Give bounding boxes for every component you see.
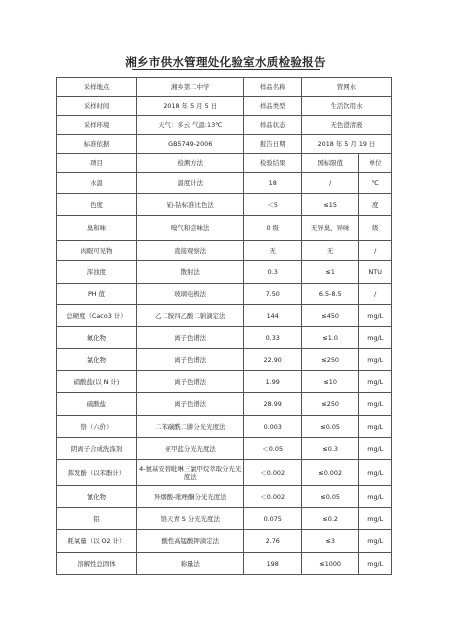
result-cell: ＜0.002	[244, 460, 301, 486]
info-label: 采样地点	[57, 78, 137, 97]
limit-cell: ≤450	[301, 305, 358, 327]
limit-cell: ≤1000	[301, 553, 358, 575]
unit-cell: mg/L	[359, 486, 392, 508]
limit-cell: ≤1.0	[301, 327, 358, 349]
result-cell: 144	[244, 305, 301, 327]
column-header: 国标限值	[301, 154, 358, 173]
info-label: 样品状态	[244, 116, 301, 135]
limit-cell: ≤0.3	[301, 438, 358, 460]
column-header: 检测方法	[136, 154, 243, 173]
info-row	[57, 78, 392, 97]
method-cell: 铬天青 S 分光光度法	[136, 508, 243, 530]
limit-cell: ≤0.002	[301, 460, 358, 486]
unit-cell: /	[359, 241, 392, 261]
info-row	[57, 97, 392, 116]
result-cell: 28.99	[244, 393, 301, 416]
method-cell: 直接观察法	[136, 241, 243, 261]
item-cell: 硫酸盐	[57, 393, 137, 416]
method-cell: 铂-钴标准比色法	[136, 194, 243, 216]
table-row	[57, 284, 392, 305]
table-row	[57, 553, 392, 575]
method-cell: 离子色谱法	[136, 393, 243, 416]
unit-cell: NTU	[359, 261, 392, 284]
table-row	[57, 438, 392, 460]
info-value: 2018 年 5 月 5 日	[136, 97, 243, 116]
info-label: 样品名称	[244, 78, 301, 97]
unit-cell: mg/L	[359, 508, 392, 530]
info-value: 管网水	[301, 78, 391, 97]
method-cell: 酸性高锰酸钾滴定法	[136, 530, 243, 553]
result-cell: 0.33	[244, 327, 301, 349]
table-row	[57, 173, 392, 194]
method-cell: 乙二胺四乙酸二钠滴定法	[136, 305, 243, 327]
info-value: 湘乡第二中学	[136, 78, 243, 97]
limit-cell: ≤250	[301, 349, 358, 371]
limit-cell: ≤3	[301, 530, 358, 553]
method-cell: 离子色谱法	[136, 327, 243, 349]
result-cell: ＜5	[244, 194, 301, 216]
result-cell: 0 级	[244, 216, 301, 241]
column-header: 项目	[57, 154, 137, 173]
result-cell: 1.99	[244, 371, 301, 393]
limit-cell: ≤0.05	[301, 486, 358, 508]
method-cell: 玻璃电极法	[136, 284, 243, 305]
item-cell: 铝	[57, 508, 137, 530]
info-value: 生活饮用水	[301, 97, 391, 116]
result-cell: 0.075	[244, 508, 301, 530]
table-row	[57, 530, 392, 553]
method-cell: 二苯碳酰二肼分光光度法	[136, 416, 243, 438]
table-row	[57, 327, 392, 349]
result-cell: ＜0.05	[244, 438, 301, 460]
unit-cell: mg/L	[359, 393, 392, 416]
table-row	[57, 216, 392, 241]
info-row	[57, 116, 392, 135]
method-cell: 嗅气和尝味法	[136, 216, 243, 241]
info-value: 天气：多云 气温:13℃	[136, 116, 243, 135]
unit-cell: mg/L	[359, 349, 392, 371]
result-cell: 198	[244, 553, 301, 575]
item-cell: 溶解性总固体	[57, 553, 137, 575]
result-cell: 7.50	[244, 284, 301, 305]
table-row	[57, 261, 392, 284]
item-cell: 臭和味	[57, 216, 137, 241]
item-cell: 水温	[57, 173, 137, 194]
limit-cell: ≤1	[301, 261, 358, 284]
unit-cell: 度	[359, 194, 392, 216]
report-title: 湘乡市供水管理处化验室水质检验报告	[125, 55, 326, 69]
info-label: 报告日期	[244, 135, 301, 154]
limit-cell: 6.5-8.5	[301, 284, 358, 305]
unit-cell: mg/L	[359, 327, 392, 349]
method-cell: 散射法	[136, 261, 243, 284]
result-cell: 0.003	[244, 416, 301, 438]
method-cell: 称量法	[136, 553, 243, 575]
item-cell: 肉眼可见物	[57, 241, 137, 261]
item-cell: 氯化物	[57, 349, 137, 371]
method-cell: 异烟酸-吡唑酮分光光度法	[136, 486, 243, 508]
table-row	[57, 460, 392, 486]
unit-cell: mg/L	[359, 553, 392, 575]
method-cell: 离子色谱法	[136, 349, 243, 371]
table-row	[57, 371, 392, 393]
result-cell: 2.76	[244, 530, 301, 553]
table-row	[57, 241, 392, 261]
table-row	[57, 486, 392, 508]
column-header: 检验结果	[244, 154, 301, 173]
item-cell: 氰化物	[57, 486, 137, 508]
item-cell: 耗氧量（以 O2 计）	[57, 530, 137, 553]
title-underline	[132, 69, 320, 70]
item-cell: PH 值	[57, 284, 137, 305]
unit-cell: mg/L	[359, 371, 392, 393]
item-cell: 色度	[57, 194, 137, 216]
method-cell: 离子色谱法	[136, 371, 243, 393]
limit-cell: /	[301, 173, 358, 194]
method-cell: 温度计法	[136, 173, 243, 194]
report-table	[56, 77, 392, 575]
result-cell: 无	[244, 241, 301, 261]
limit-cell: ≤0.2	[301, 508, 358, 530]
info-label: 样品类型	[244, 97, 301, 116]
unit-cell: mg/L	[359, 460, 392, 486]
unit-cell: mg/L	[359, 438, 392, 460]
item-cell: 氟化物	[57, 327, 137, 349]
limit-cell: ≤0.05	[301, 416, 358, 438]
table-row	[57, 508, 392, 530]
info-label: 采样时间	[57, 97, 137, 116]
method-cell: 亚甲蓝分光光度法	[136, 438, 243, 460]
info-value: 2018 年 5 月 19 日	[301, 135, 391, 154]
result-cell: 18	[244, 173, 301, 194]
limit-cell: 无异臭、异味	[301, 216, 358, 241]
info-value: 无色澄清液	[301, 116, 391, 135]
table-row	[57, 416, 392, 438]
unit-cell: mg/L	[359, 530, 392, 553]
limit-cell: ≤10	[301, 371, 358, 393]
result-cell: 22.90	[244, 349, 301, 371]
item-cell: 总硬度（Caco3 计）	[57, 305, 137, 327]
limit-cell: ≤15	[301, 194, 358, 216]
item-cell: 阴离子合成洗涤剂	[57, 438, 137, 460]
method-cell: 4-氨基安替吡啉三氯甲烷萃取分光光度法	[136, 460, 243, 486]
table-row	[57, 393, 392, 416]
info-label: 采样环境	[57, 116, 137, 135]
column-header: 单位	[359, 154, 392, 173]
info-row	[57, 135, 392, 154]
table-row	[57, 194, 392, 216]
result-cell: 0.3	[244, 261, 301, 284]
table-row	[57, 305, 392, 327]
info-label: 标准依据	[57, 135, 137, 154]
info-value: GB5749-2006	[136, 135, 243, 154]
result-cell: ＜0.002	[244, 486, 301, 508]
item-cell: 硝酸盐(以 N 计)	[57, 371, 137, 393]
unit-cell: 级	[359, 216, 392, 241]
unit-cell: ℃	[359, 173, 392, 194]
item-cell: 铬（六价）	[57, 416, 137, 438]
unit-cell: mg/L	[359, 416, 392, 438]
limit-cell: ≤250	[301, 393, 358, 416]
header-row	[57, 154, 392, 173]
item-cell: 挥发酚（以苯酚计）	[57, 460, 137, 486]
unit-cell: mg/L	[359, 305, 392, 327]
limit-cell: 无	[301, 241, 358, 261]
item-cell: 浑浊度	[57, 261, 137, 284]
table-row	[57, 349, 392, 371]
unit-cell: /	[359, 284, 392, 305]
